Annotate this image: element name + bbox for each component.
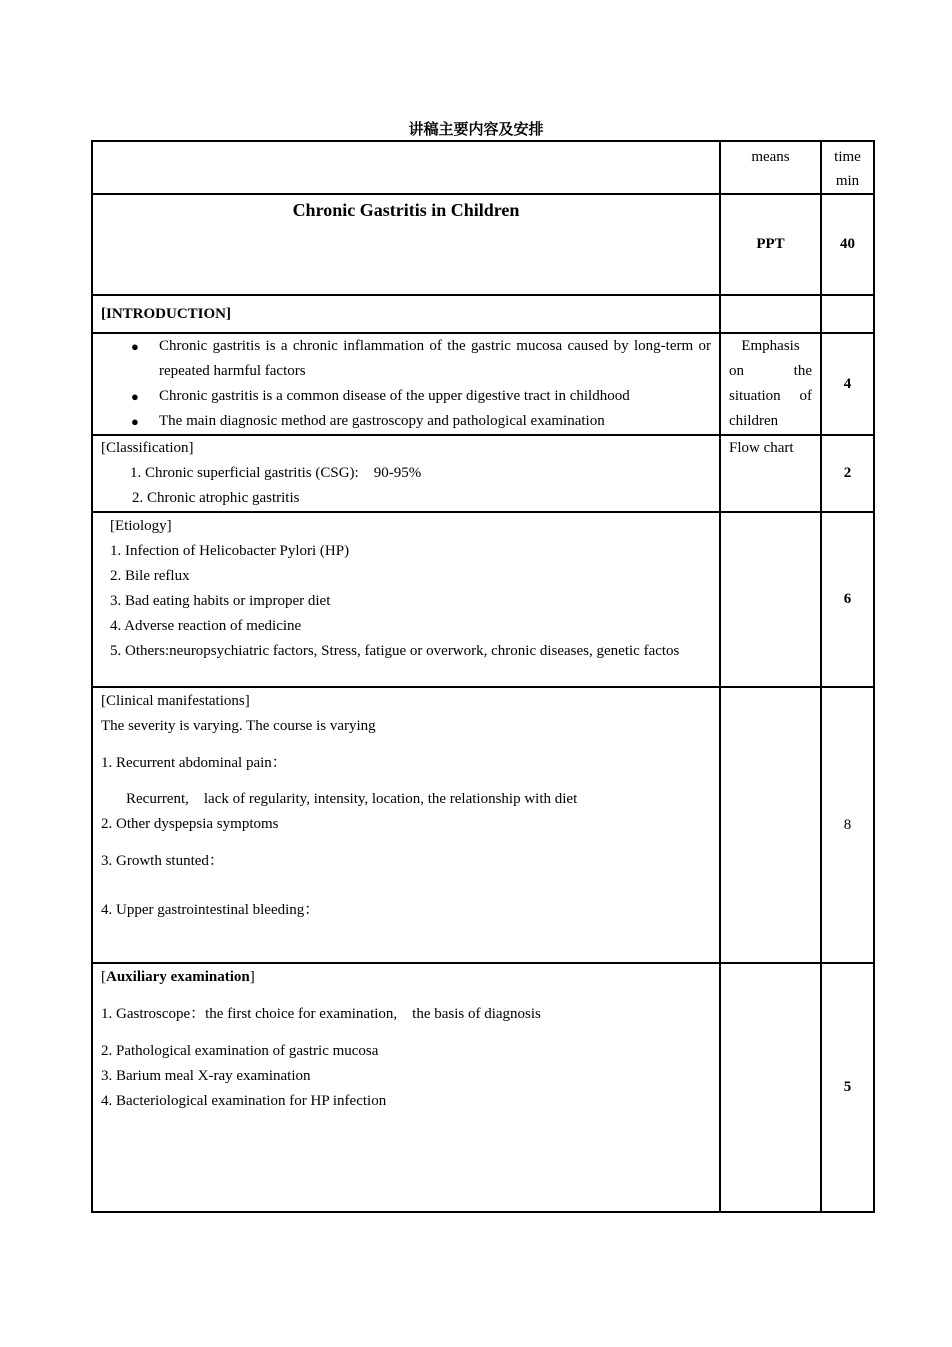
classification-means: Flow chart: [729, 440, 794, 456]
auxiliary-means-cell: [720, 963, 821, 1212]
list-item: 3. Barium meal X-ray examination: [101, 1068, 311, 1084]
means-header: means: [751, 149, 790, 165]
topic-time-cell: [821, 194, 874, 295]
list-item: 1. Chronic superficial gastritis (CSG): 90-95%: [130, 465, 422, 481]
clinical-cell: [92, 687, 720, 963]
etiology-time: 6: [843, 591, 852, 607]
list-item: ● Chronic gastritis is a chronic inflammation of the gastric mucosa caused by long-term or repeated harmful factors: [93, 334, 711, 384]
list-item: 4. Bacteriological examination for HP infection: [101, 1093, 387, 1109]
etiology-heading: [Etiology]: [110, 518, 172, 534]
classification-row: [92, 435, 874, 512]
introduction-time-cell: [821, 333, 874, 435]
list-item: ● The main diagnosic method are gastroscopy and pathological examination: [93, 409, 711, 434]
header-row: [92, 141, 874, 194]
classification-cell: [92, 435, 720, 512]
introduction-bullets: [93, 334, 719, 434]
auxiliary-row: [92, 963, 874, 1212]
list-item: 5. Others:neuropsychiatric factors, Stress, fatigue or overwork, chronic diseases, genetic factos: [110, 643, 680, 659]
list-item: 2. Bile reflux: [110, 568, 190, 584]
auxiliary-heading: [Auxiliary examination]: [101, 969, 255, 985]
topic-time: 40: [840, 236, 855, 252]
auxiliary-time: 5: [843, 1079, 852, 1095]
clinical-intro: The severity is varying. The course is varying: [101, 718, 376, 734]
header-means-cell: [720, 141, 821, 194]
etiology-cell: [92, 512, 720, 687]
min-header: min: [835, 173, 860, 189]
means-line: situation of: [729, 388, 812, 404]
topic-cell: [92, 194, 720, 295]
introduction-row: [92, 333, 874, 435]
introduction-heading-row: [92, 295, 874, 333]
bullet-icon: ●: [131, 414, 139, 429]
etiology-row: [92, 512, 874, 687]
list-item: 2. Chronic atrophic gastritis: [132, 490, 300, 506]
introduction-heading-time-cell: [821, 295, 874, 333]
list-item: 4. Adverse reaction of medicine: [110, 618, 302, 634]
clinical-time: 8: [843, 816, 852, 833]
means-line: Emphasis: [741, 338, 800, 354]
introduction-time: 4: [843, 375, 852, 392]
list-item: 2. Pathological examination of gastric mucosa: [101, 1043, 379, 1059]
list-item: 1. Gastroscope：the first choice for examination, the basis of diagnosis: [101, 1006, 541, 1022]
list-item: 1. Recurrent abdominal pain：: [101, 755, 287, 771]
list-item: 3. Growth stunted：: [101, 853, 224, 869]
header-content-cell: [92, 141, 720, 194]
means-line: children: [729, 413, 779, 429]
clinical-time-cell: [821, 687, 874, 963]
introduction-heading: [INTRODUCTION]: [101, 305, 232, 322]
classification-time-cell: [821, 435, 874, 512]
topic-row: [92, 194, 874, 295]
means-line: on the: [729, 363, 812, 379]
classification-time: 2: [843, 465, 852, 481]
auxiliary-cell: [92, 963, 720, 1212]
etiology-time-cell: [821, 512, 874, 687]
clinical-heading: [Clinical manifestations]: [101, 693, 250, 709]
introduction-cell: [92, 333, 720, 435]
list-item: ● Chronic gastritis is a common disease of the upper digestive tract in childhood: [93, 384, 711, 409]
document-title: 讲稿主要内容及安排: [408, 120, 544, 138]
clinical-means-cell: [720, 687, 821, 963]
list-item-detail: Recurrent, lack of regularity, intensity, location, the relationship with diet: [126, 791, 578, 807]
clinical-row: [92, 687, 874, 963]
bullet-icon: ●: [131, 389, 139, 404]
list-item: 4. Upper gastrointestinal bleeding：: [101, 902, 320, 918]
lecture-title: Chronic Gastritis in Children: [292, 200, 520, 220]
list-item: 3. Bad eating habits or improper diet: [110, 593, 331, 609]
list-item: 2. Other dyspepsia symptoms: [101, 816, 279, 832]
introduction-heading-cell: [92, 295, 720, 333]
lecture-plan-table: [91, 140, 875, 1213]
classification-heading: [Classification]: [101, 440, 194, 456]
classification-means-cell: [720, 435, 821, 512]
topic-means-cell: [720, 194, 821, 295]
etiology-means-cell: [720, 512, 821, 687]
introduction-means-cell: [720, 333, 821, 435]
header-time-cell: [821, 141, 874, 194]
bullet-icon: ●: [131, 339, 139, 354]
time-header: time: [834, 149, 861, 165]
auxiliary-time-cell: [821, 963, 874, 1212]
list-item: 1. Infection of Helicobacter Pylori (HP): [110, 543, 350, 559]
introduction-heading-means-cell: [720, 295, 821, 333]
topic-means: PPT: [756, 236, 785, 252]
